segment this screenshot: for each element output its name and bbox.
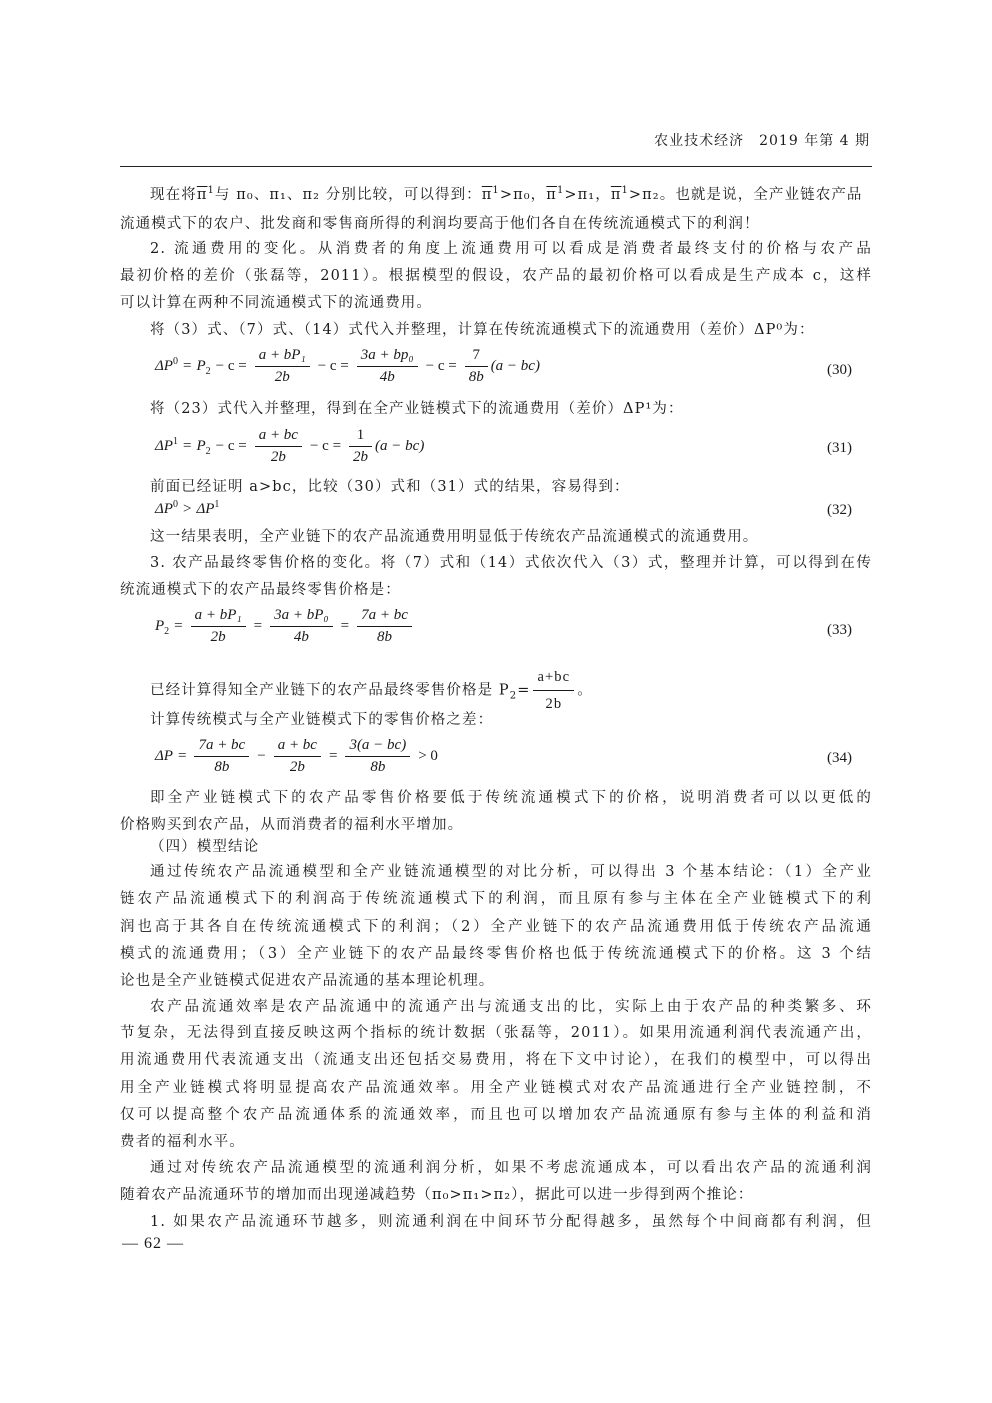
text-line: 前面已经证明 a>bc，比较（30）式和（31）式的结果，容易得到： [150,479,630,495]
fraction: $\frac{3(a - bc)}{8b}$ [345,737,410,776]
fraction: $\frac{7a + bc}{8b}$ [357,607,412,646]
text-line: 仅可以提高整个农产品流通体系的流通效率，而且也可以增加农产品流通原有参与主体的利益和消 [120,1107,872,1123]
text-line: 计算传统模式与全产业链模式下的零售价格之差： [150,712,494,728]
fraction: $\frac{7a + bc}{8b}$ [194,737,249,776]
fraction: $\frac{\text{3a + bP₀}}{4b}$ [270,607,333,646]
text-line: 润也高于其各自在传统流通模式下的利润；（2）全产业链下的农产品流通费用低于传统农产品流通 [120,919,872,935]
equation-number: (33) [827,622,852,638]
text-line: 统流通模式下的农产品最终零售价格是： [120,582,401,598]
text-line: 通过传统农产品流通模型和全产业链流通模型的对比分析，可以得出 3 个基本结论：（1）全产业 [150,864,872,880]
fraction: $\frac{a + bc}{2b}$ [255,427,302,466]
text-line: 节复杂，无法得到直接反映这两个指标的统计数据（张磊等，2011）。如果用流通利润代表流通产出， [120,1025,872,1041]
page-number: — 62 — [122,1235,184,1252]
equation-number: (34) [827,750,852,766]
fraction: $\frac{a+bc}{2b}$ [533,666,574,715]
equation-number: (30) [827,362,852,378]
text-line: 随着农产品流通环节的增加而出现递减趋势（π₀>π₁>π₂），据此可以进一步得到两个推论： [120,1187,754,1203]
equation-31: $\Delta P^1 = P_2 - c$ = $\frac{a + bc}{2b}$ − c = $\frac{1}{2b}$ (a − bc) [155,427,425,465]
running-header [120,124,872,167]
text-line: 价格购买到农产品，从而消费者的福利水平增加。 [120,817,464,833]
text-line: 即全产业链模式下的农产品零售价格要低于传统流通模式下的价格，说明消费者可以以更低的 [150,790,872,806]
journal-issue: 农业技术经济 2019 年第 4 期 [654,133,870,149]
fraction: $\frac{\text{a + bP₁}}{2b}$ [255,347,310,386]
text-line: 可以计算在两种不同流通模式下的流通费用。 [120,295,432,311]
fraction: $\frac{\text{3a + bp₀}}{4b}$ [357,347,418,386]
text-line: 费者的福利水平。 [120,1134,245,1150]
equation-number: (32) [827,502,852,518]
equation-34: ΔP = $\frac{7a + bc}{8b}$ − $\frac{a + bc}{2b}$ = $\frac{3(a - bc)}{8b}$ > 0 [155,737,438,775]
text-line: 2. 流通费用的变化。从消费者的角度上流通费用可以看成是消费者最终支付的价格与农产品 [150,241,872,257]
fraction: $\frac{7}{8b}$ [465,347,488,386]
text-line: 通过对传统农产品流通模型的流通利润分析，如果不考虑流通成本，可以看出农产品的流通利润 [150,1160,872,1176]
equation-33: $P_2$ = $\frac{\text{a + bP₁}}{2b}$ = $\frac{\text{3a + bP₀}}{4b}$ = $\frac{7a + bc}{8b}$ [155,607,415,646]
text-line: 农产品流通效率是农产品流通中的流通产出与流通支出的比，实际上由于农产品的种类繁多、环 [150,999,872,1015]
text-line: 将（3）式、（7）式、（14）式代入并整理，计算在传统流通模式下的流通费用（差价）ΔP⁰为： [150,322,815,338]
fraction: $\frac{\text{a + bP₁}}{2b}$ [191,607,246,646]
fraction: $\frac{a + bc}{2b}$ [274,737,321,776]
text-line: 论也是全产业链模式促进农产品流通的基本理论机理。 [120,973,495,989]
text-line: 现在将$\overline{\pi}^1$与 π₀、π₁、π₂ 分别比较，可以得到：$\overline{\pi}^1>\pi_0$，$\overline{\pi}^1>\pi_1$，$\overline{\pi}^1>\pi_2$。也就是说，全产业链农产品 [150,185,863,203]
text-line: 用流通费用代表流通支出（流通支出还包括交易费用，将在下文中讨论），在我们的模型中，可以得出 [120,1052,872,1068]
text-line: 最初价格的差价（张磊等，2011）。根据模型的假设，农产品的最初价格可以看成是生产成本 c，这样 [120,268,872,284]
section-heading: （四）模型结论 [150,839,260,855]
text-line: 模式的流通费用；（3）全产业链下的农产品最终零售价格也低于传统流通模式下的价格。这 3 个结 [120,946,872,962]
text-line: 用全产业链模式将明显提高农产品流通效率。用全产业链模式对农产品流通进行全产业链控制，不 [120,1080,872,1096]
text-line: 已经计算得知全产业链下的农产品最终零售价格是 $P_2=$ $\frac{a+bc}{2b}$ 。 [150,666,872,715]
equation-number: (31) [827,440,852,456]
text-line: 将（23）式代入并整理，得到在全产业链模式下的流通费用（差价）ΔP¹为： [150,401,684,417]
text-line: 这一结果表明，全产业链下的农产品流通费用明显低于传统农产品流通模式的流通费用。 [150,529,759,545]
equation-30: $\Delta P^0 = P_2 - c$ = $\frac{\text{a + bP₁}}{2b}$ − c = $\frac{\text{3a + bp₀}}{4b}$ − c = $\frac{7}{8b}$ (a − bc) [155,347,540,385]
text-line: 1. 如果农产品流通环节越多，则流通利润在中间环节分配得越多，虽然每个中间商都有利润，但 [150,1214,872,1230]
fraction: $\frac{1}{2b}$ [349,427,372,466]
text-line: 3. 农产品最终零售价格的变化。将（7）式和（14）式依次代入（3）式，整理并计算，可以得到在传 [150,555,872,571]
text-line: 流通模式下的农户、批发商和零售商所得的利润均要高于他们各自在传统流通模式下的利润！ [120,216,760,232]
text-line: 链农产品流通模式下的利润高于传统流通模式下的利润，而且原有参与主体在全产业链模式下的利 [120,891,872,907]
equation-32: $\Delta P^0 > \Delta P^1$ [155,499,220,517]
